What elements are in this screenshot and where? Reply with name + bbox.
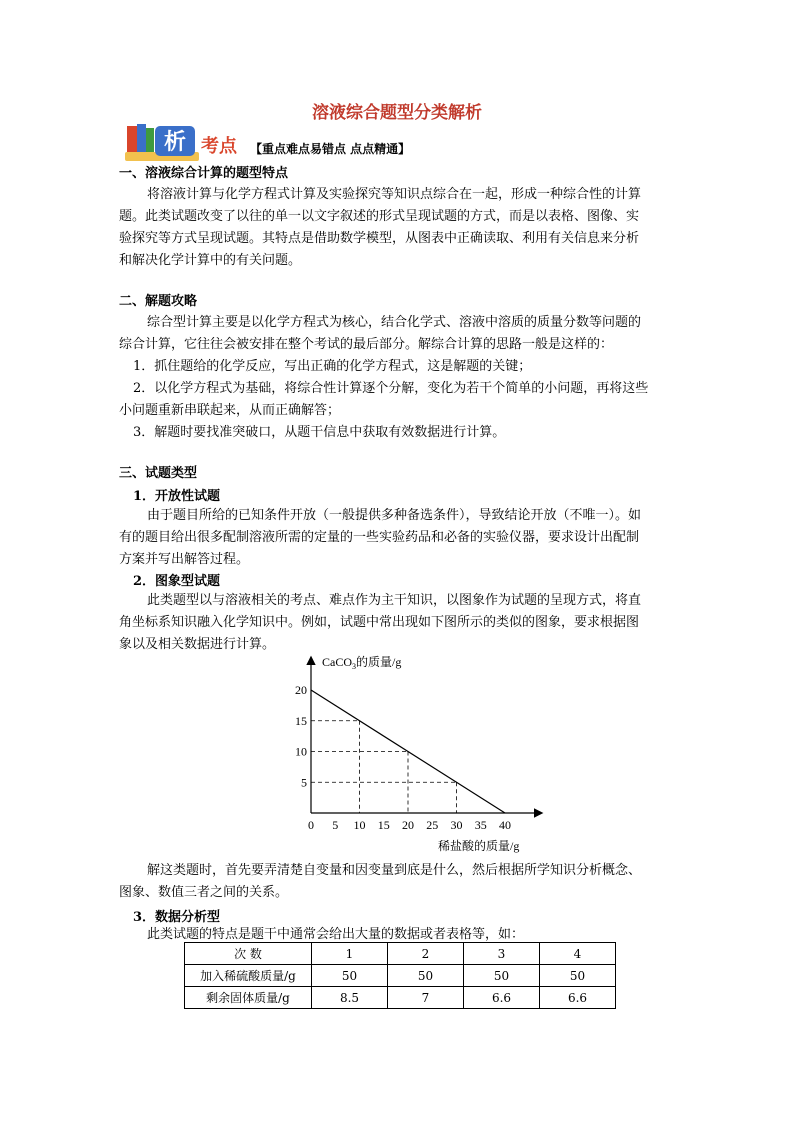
table-cell: 6.6 bbox=[464, 987, 540, 1009]
books-logo-icon bbox=[125, 122, 255, 162]
y-tick-label: 5 bbox=[301, 775, 307, 790]
s1-line-2: 题。此类试题改变了以往的单一以文字叙述的形式呈现试题的方式，而是以表格、图像、实 bbox=[119, 209, 640, 224]
x-tick-label: 25 bbox=[426, 818, 439, 832]
after-chart-line-1: 解这类题时，首先要弄清楚自变量和因变量到底是什么，然后根据所学知识分析概念、 bbox=[147, 863, 642, 878]
table-header-row bbox=[185, 943, 616, 965]
s2-line-1: 综合型计算主要是以化学方程式为核心，结合化学式、溶液中溶质的质量分数等问题的 bbox=[147, 315, 642, 330]
x-tick-label: 10 bbox=[353, 818, 366, 832]
s2-line-4: 2．以化学方程式为基础，将综合性计算逐个分解，变化为若干个简单的小问题，再将这些 bbox=[133, 381, 649, 396]
sub-1-body bbox=[119, 505, 685, 571]
data-table bbox=[184, 942, 616, 1009]
s2-line-5: 小问题重新串联起来，从而正确解答； bbox=[119, 403, 341, 418]
table-cell: 50 bbox=[464, 965, 540, 987]
after-chart-line-2: 图象、数值三者之间的关系。 bbox=[119, 885, 289, 900]
table-cell: 2 bbox=[388, 943, 464, 965]
y-tick-label: 20 bbox=[295, 683, 307, 697]
s1-line-4: 和解决化学计算中的有关问题。 bbox=[119, 253, 302, 268]
sub-3-line: 此类试题的特点是题干中通常会给出大量的数据或者表格等，如： bbox=[147, 927, 525, 942]
sub2-line-3: 象以及相关数据进行计算。 bbox=[119, 637, 276, 652]
table-cell: 剩余固体质量/g bbox=[185, 987, 312, 1009]
sub-3-heading: 3．数据分析型 bbox=[133, 910, 221, 925]
table-cell: 50 bbox=[388, 965, 464, 987]
table-cell: 1 bbox=[312, 943, 388, 965]
badge-char: 析 bbox=[163, 130, 187, 155]
x-tick-label: 30 bbox=[450, 818, 463, 832]
x-tick-label: 0 bbox=[308, 818, 314, 832]
sub2-line-1: 此类题型以与溶液相关的考点、难点作为主干知识，以图象作为试题的呈现方式，将直 bbox=[147, 593, 642, 608]
y-tick-label: 15 bbox=[295, 713, 307, 728]
table-cell: 4 bbox=[540, 943, 616, 965]
after-chart-body bbox=[119, 860, 685, 904]
badge-subtitle: 【重点难点易错点 点点精通】 bbox=[250, 142, 411, 156]
section-1-body bbox=[119, 184, 685, 272]
section-3-heading: 三、试题类型 bbox=[119, 466, 198, 481]
x-tick-label: 35 bbox=[474, 818, 487, 832]
section-2-heading: 二、解题攻略 bbox=[119, 294, 198, 309]
table-row bbox=[185, 965, 616, 987]
y-tick-label: 10 bbox=[295, 744, 307, 759]
section-2-body bbox=[119, 312, 685, 444]
sub1-line-3: 方案并写出解答过程。 bbox=[119, 552, 250, 567]
s2-line-3: 1．抓住题给的化学反应，写出正确的化学方程式，这是解题的关键； bbox=[133, 359, 532, 374]
x-tick-label: 15 bbox=[377, 818, 390, 832]
table-cell: 50 bbox=[312, 965, 388, 987]
table-cell: 次 数 bbox=[185, 943, 312, 965]
chart-x-label: 稀盐酸的质量/g bbox=[438, 839, 520, 853]
sub-2-heading: 2．图象型试题 bbox=[133, 574, 221, 589]
table-cell: 6.6 bbox=[540, 987, 616, 1009]
sub2-line-2: 角坐标系知识融入化学知识中。例如，试题中常出现如下图所示的类似的图象，要求根据图 bbox=[119, 615, 640, 630]
table-cell: 加入稀硫酸质量/g bbox=[185, 965, 312, 987]
table-cell: 8.5 bbox=[312, 987, 388, 1009]
s2-line-6: 3．解题时要找准突破口，从题干信息中获取有效数据进行计算。 bbox=[133, 425, 506, 440]
table-cell: 50 bbox=[540, 965, 616, 987]
s1-line-3: 验探究等方式呈现试题。其特点是借助数学模型，从图表中正确读取、利用有关信息来分析 bbox=[119, 231, 640, 246]
page-title: 溶液综合题型分类解析 bbox=[312, 103, 482, 123]
caco3-chart bbox=[290, 650, 560, 860]
sub-2-body bbox=[119, 590, 685, 656]
s2-line-2: 综合计算，它往往会被安排在整个考试的最后部分。解综合计算的思路一般是这样的： bbox=[119, 337, 614, 352]
badge-label: 考点 bbox=[201, 136, 237, 157]
chart-y-label: CaCO$_3$的质量/g bbox=[322, 655, 402, 671]
x-tick-label: 5 bbox=[332, 818, 339, 832]
sub-1-heading: 1．开放性试题 bbox=[133, 489, 221, 504]
table-cell: 3 bbox=[464, 943, 540, 965]
sub1-line-1: 由于题目所给的已知条件开放（一般提供多种备选条件），导致结论开放（不唯一）。如 bbox=[147, 508, 642, 523]
table-row bbox=[185, 987, 616, 1009]
x-tick-label: 40 bbox=[499, 818, 511, 832]
section-1-heading: 一、溶液综合计算的题型特点 bbox=[119, 166, 289, 181]
x-tick-label: 20 bbox=[402, 818, 414, 832]
sub1-line-2: 有的题目给出很多配制溶液所需的定量的一些实验药品和必备的实验仪器，要求设计出配制 bbox=[119, 530, 640, 545]
s1-line-1: 将溶液计算与化学方程式计算及实验探究等知识点综合在一起，形成一种综合性的计算 bbox=[147, 187, 642, 202]
table-cell: 7 bbox=[388, 987, 464, 1009]
